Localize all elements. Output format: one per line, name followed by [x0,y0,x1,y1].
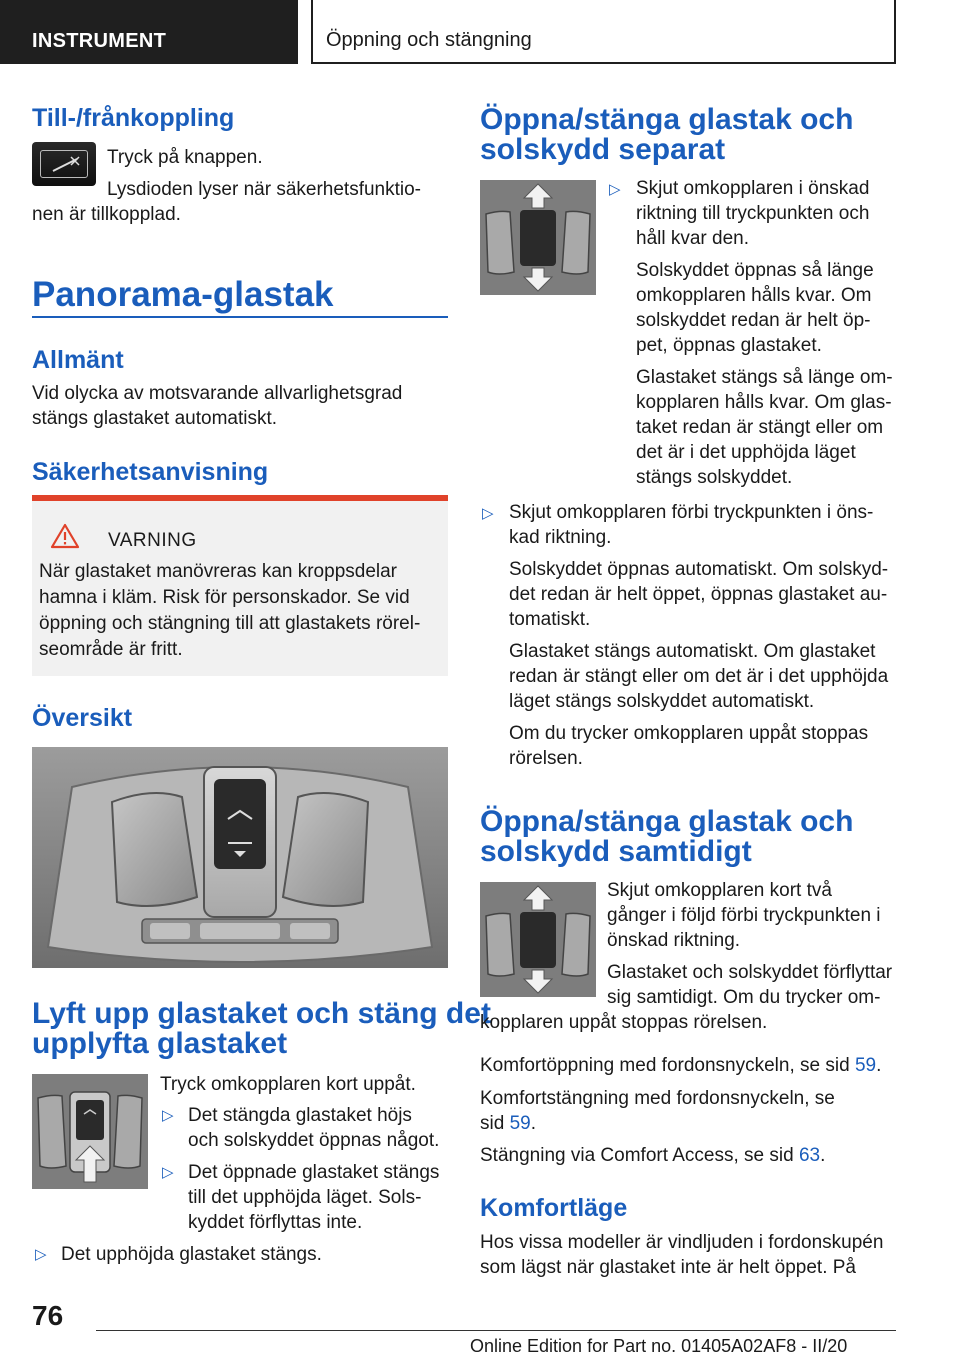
lyft-text-1: Tryck omkopplaren kort uppåt. [160,1074,416,1095]
sep-b2-p3-line: läget stängs solskyddet automatiskt. [509,691,815,712]
separat-heading-1: Öppna/stänga glastak och [480,103,854,136]
warning-line: hamna i kläm. Risk för personskador. Se vid [39,587,410,608]
sam-p1-line: önskad riktning. [607,930,741,951]
sep-b2-p4-line: rörelsen. [509,748,583,769]
sep-b1-p3-line: taket redan är stängt eller om [636,417,884,438]
sam-p2-line: Glastaket och solskyddet förflyttar [607,962,893,983]
sam-p2-line: kopplaren uppåt stoppas rörelsen. [480,1012,768,1033]
sakerhet-heading: Säkerhetsanvisning [32,458,269,486]
warning-line: seområde är fritt. [39,639,183,660]
switch-updown-image-1 [480,180,596,295]
header-chapter-label: Öppning och stängning [326,29,532,51]
sam-p1-line: Skjut omkopplaren kort två [607,880,832,901]
page-link-59[interactable]: 59 [509,1113,531,1134]
warning-line: öppning och stängning till att glastakets rörel- [39,613,421,634]
samtidigt-heading-2: solskydd samtidigt [480,835,752,868]
till-heading: Till-/frånkoppling [32,104,235,132]
sam-p2-line: sig samtidigt. Om du trycker om- [607,987,881,1008]
footer-edition: Online Edition for Part no. 01405A02AF8 - II/20 [470,1336,848,1356]
allmant-text-1: Vid olycka av motsvarande allvarlighetsgrad [32,383,403,404]
sep-b2-p3-line: redan är stängt eller om det är i det upphöjda [509,666,889,687]
sep-b1-p3-line: stängs solskyddet. [636,467,793,488]
comfort-access-label: Stängning via Comfort Access, se sid [480,1145,799,1166]
lyft-heading-2: upplyfta glastaket [32,1027,288,1060]
lyft-bullet-1b: och solskyddet öppnas något. [188,1130,440,1151]
lyft-bullet-2c: kyddet förflyttas inte. [188,1212,363,1233]
komfort-oppning-text: Komfortöppning med fordonsnyckeln, se sid 59. [480,1055,882,1076]
sep-b1-p2-line: omkopplaren hålls kvar. Om [636,285,872,306]
bullet-triangle-icon: ▷ [482,505,494,522]
panorama-heading: Panorama-glastak [32,275,334,314]
till-text-2a: Lysdioden lyser när säkerhetsfunktio- [107,179,422,200]
lyft-bullet-2b: till det upphöjda läget. Sols- [188,1187,422,1208]
overview-console-image [32,747,448,968]
lyft-bullet-3: Det upphöjda glastaket stängs. [61,1244,322,1265]
komfort-stangning-label: sid [480,1113,510,1134]
switch-up-image [32,1074,148,1189]
header-chapter-tab [311,0,896,64]
comfort-access-text: Stängning via Comfort Access, se sid 63. [480,1145,826,1166]
lyft-bullet-1a: Det stängda glastaket höjs [188,1105,412,1126]
sep-b2-line: kad riktning. [509,527,612,548]
till-text-1: Tryck på knappen. [107,147,263,168]
komfort-stangning-text-a: Komfortstängning med fordonsnyckeln, se [480,1088,835,1109]
separat-heading-2: solskydd separat [480,133,726,166]
warning-line: När glastaket manövreras kan kroppsdelar [39,561,398,582]
lyft-heading-1: Lyft upp glastaket och stäng det [32,997,491,1030]
sep-b1-p2-line: Solskyddet öppnas så länge [636,260,874,281]
komfortlage-text-1: Hos vissa modeller är vindljuden i fordonskupén [480,1232,884,1253]
page-link-63[interactable]: 63 [798,1145,821,1166]
bullet-triangle-icon: ▷ [162,1164,174,1181]
sep-b1-line: håll kvar den. [636,228,750,249]
header-section-label: INSTRUMENT [32,30,167,52]
footer-rule [96,1330,896,1331]
sep-b1-p3-line: det är i det upphöjda läget [636,442,856,463]
sep-b1-line: Skjut omkopplaren i önskad [636,178,870,199]
page-link-59[interactable]: 59 [854,1055,877,1076]
komfort-stangning-text-b: sid 59. [480,1113,536,1134]
sep-b2-p3-line: Glastaket stängs automatiskt. Om glastaket [509,641,876,662]
header-section-tab [0,0,298,64]
panorama-rule [32,316,448,318]
sep-b1-p3-line: kopplaren hålls kvar. Om glas- [636,392,892,413]
sam-p1-line: gånger i följd förbi tryckpunkten i [607,905,881,926]
page-number: 76 [32,1300,64,1331]
komfort-oppning-label: Komfortöppning med fordonsnyckeln, se sid [480,1055,855,1076]
sep-b2-p2-line: tomatiskt. [509,609,591,630]
bullet-triangle-icon: ▷ [35,1246,47,1263]
sep-b1-p3-line: Glastaket stängs så länge om- [636,367,893,388]
sep-b2-p4-line: Om du trycker omkopplaren uppåt stoppas [509,723,869,744]
warning-triangle-icon [50,523,80,554]
oversikt-heading: Översikt [32,704,133,732]
allmant-text-2: stängs glastaket automatiskt. [32,408,278,429]
sep-b2-line: Skjut omkopplaren förbi tryckpunkten i öns- [509,502,874,523]
allmant-heading: Allmänt [32,346,124,374]
bullet-triangle-icon: ▷ [162,1107,174,1124]
komfortlage-text-2: som lägst när glastaket inte är helt öppet. På [480,1257,856,1278]
sep-b1-p2-line: pet, öppnas glastaket. [636,335,822,356]
sep-b1-line: riktning till tryckpunkten och [636,203,870,224]
sep-b2-p2-line: Solskyddet öppnas automatiskt. Om solskyd- [509,559,889,580]
sep-b1-p2-line: solskyddet redan är helt öp- [636,310,871,331]
till-text-2b: nen är tillkopplad. [32,204,181,225]
switch-updown-image-2 [480,882,596,997]
lyft-bullet-2a: Det öppnade glastaket stängs [188,1162,440,1183]
bullet-triangle-icon: ▷ [609,181,621,198]
sep-b2-p2-line: det redan är helt öppet, öppnas glastaket au- [509,584,888,605]
warning-text [39,559,439,663]
warning-title: VARNING [108,530,197,551]
sunroof-button-icon [32,142,96,186]
warning-box [32,495,448,676]
komfortlage-heading: Komfortläge [480,1194,628,1222]
samtidigt-heading-1: Öppna/stänga glastak och [480,805,854,838]
